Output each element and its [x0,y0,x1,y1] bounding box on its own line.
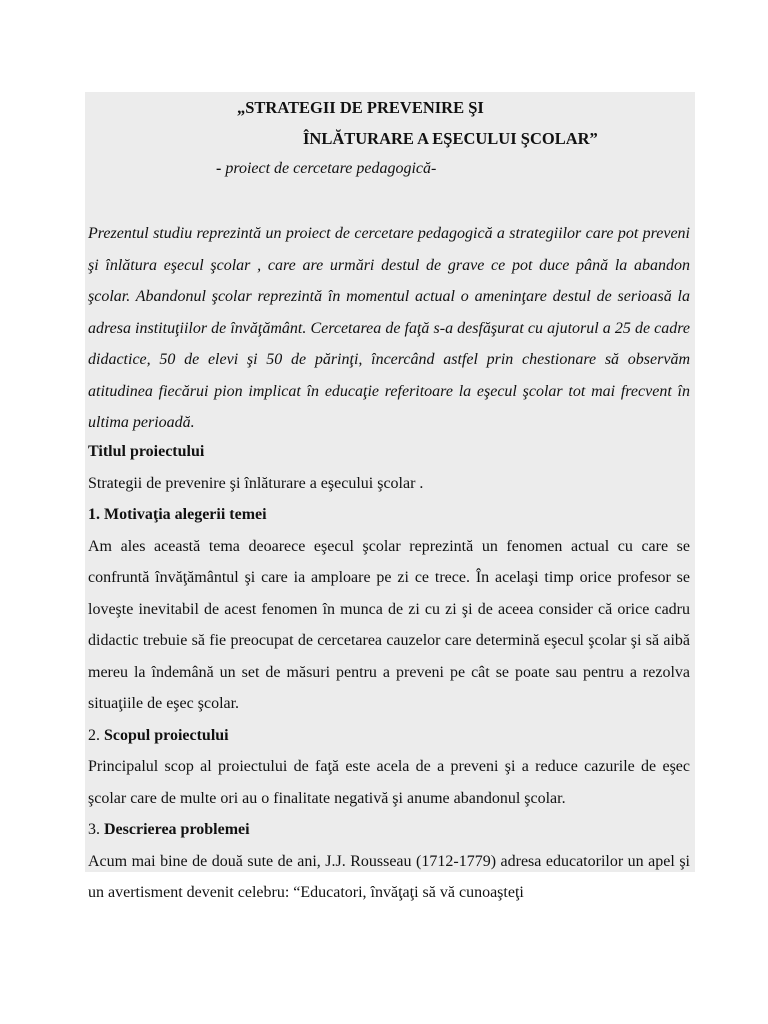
section-heading-text: Motivaţia alegerii temei [104,506,267,523]
section-heading-title [88,436,690,468]
section-number: 1. [88,506,104,523]
title-line-1: „STRATEGII DE PREVENIRE ŞI [237,98,484,117]
section-heading-text: Descrierea problemei [104,821,250,838]
title-line-2: ÎNLĂTURARE A EŞECULUI ŞCOLAR” [303,129,598,148]
section-text-motivation: Am ales această tema deoarece eşecul şcolar reprezintă un fenomen actual cu care se confruntă învăţământul şi care ia amploare pe zi ce trece. În acelaşi timp orice profesor se loveşte inevitabil de acest fenomen în munca de zi cu zi şi de aceea consider că orice cadru didactic trebuie să fie preocupat de cercetarea cauzelor care determină eşecul şcolar şi să aibă mereu la îndemână un set de măsuri pentru a preveni pe cât se poate sau pentru a rezolva situaţiile de eşec şcolar. [88,537,690,712]
section-text-problem: Acum mai bine de două sute de ani, J.J. Rousseau (1712-1779) adresa educatorilor un apel şi un avertisment devenit celebru: “Educatori, învăţaţi să vă cunoaşteţi [88,852,690,901]
section-heading-text: Titlul proiectului [88,443,205,460]
section-heading-text: Scopul proiectului [104,726,229,744]
section-text-title: Strategii de prevenire şi înlăturare a eşecului şcolar . [88,474,424,492]
subtitle-dash: - [216,160,226,177]
subtitle [216,160,436,178]
document-body [88,436,690,909]
abstract-paragraph: Prezentul studiu reprezintă un proiect de cercetare pedagogică a strategiilor care pot preveni şi înlătura eşecul şcolar , care are urmări destul de grave ce pot duce până la abandon şcolar. Abandonul şcolar reprezintă în momentul actual o ameninţare destul de serioasă la adresa instituţiilor de învăţământ. Cercetarea de faţă s-a desfăşurat cu ajutorul a 25 de cadre didactice, 50 de elevi şi 50 de părinţi, încercând astfel prin chestionare să observăm atitudinea fiecărui pion implicat în educaţie referitoare la eşecul şcolar tot mai frecvent în ultima perioadă. [88,225,690,431]
section-heading-motivation [88,499,690,531]
section-heading-purpose [88,720,690,752]
document-page [85,92,695,901]
section-text-purpose: Principalul scop al proiectului de faţă este acela de a preveni şi a reduce cazurile de eşec şcolar care de multe ori au o finalitate negativă şi anume abandonul şcolar. [88,758,690,807]
section-number: 2. [88,726,104,744]
section-heading-problem [88,814,690,846]
section-number: 3. [88,821,104,838]
subtitle-text: proiect de cercetare pedagogică- [225,160,437,177]
